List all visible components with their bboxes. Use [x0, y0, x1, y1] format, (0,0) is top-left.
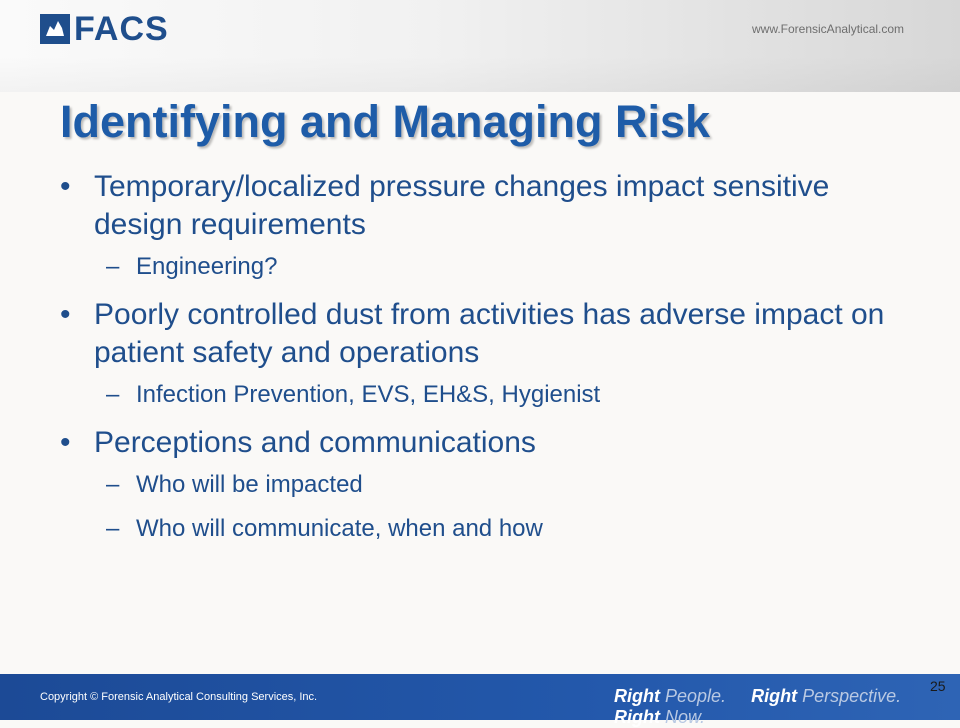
sub-bullet-text: Who will be impacted: [136, 471, 363, 498]
tagline-word: Perspective.: [802, 686, 902, 706]
slide-content: [60, 168, 920, 558]
bullet-item: [60, 296, 920, 372]
bullet-text: Temporary/localized pressure changes impact sensitive design requirements: [94, 170, 830, 241]
tagline-word: Now.: [665, 707, 706, 727]
logo-text: FACS: [74, 10, 169, 48]
sub-bullet-item: [60, 514, 920, 544]
facs-logo: [40, 12, 169, 46]
sub-bullet-item: [60, 252, 920, 282]
sub-bullet-text: Infection Prevention, EVS, EH&S, Hygienist: [136, 381, 601, 408]
dash-marker: –: [106, 381, 120, 408]
bullet-marker: •: [60, 298, 71, 331]
dash-marker: –: [106, 515, 120, 542]
footer-bar: [0, 674, 960, 727]
bullet-item: [60, 424, 920, 462]
site-url: www.ForensicAnalytical.com: [752, 22, 905, 36]
header-bar: [0, 0, 960, 92]
facs-logo-icon: [40, 14, 70, 44]
page-number: 25: [930, 678, 946, 694]
bullet-marker: •: [60, 170, 71, 203]
copyright-text: Copyright © Forensic Analytical Consulting Services, Inc.: [40, 691, 318, 703]
tagline-word: Right: [751, 686, 798, 706]
bullet-item: [60, 168, 920, 244]
sub-bullet-text: Engineering?: [136, 253, 278, 280]
slide-title: Identifying and Managing Risk: [60, 96, 711, 147]
sub-bullet-item: [60, 380, 920, 410]
tagline-word: Right: [614, 707, 660, 727]
dash-marker: –: [106, 471, 120, 498]
tagline-word: Right: [614, 686, 660, 706]
tagline: [614, 686, 960, 728]
bullet-text: Perceptions and communications: [94, 426, 536, 459]
sub-bullet-item: [60, 470, 920, 500]
sub-bullet-text: Who will communicate, when and how: [136, 515, 543, 542]
bullet-text: Poorly controlled dust from activities has adverse impact on patient safety and operations: [94, 298, 885, 369]
tagline-word: People.: [665, 686, 727, 706]
dash-marker: –: [106, 253, 120, 280]
bullet-marker: •: [60, 426, 71, 459]
